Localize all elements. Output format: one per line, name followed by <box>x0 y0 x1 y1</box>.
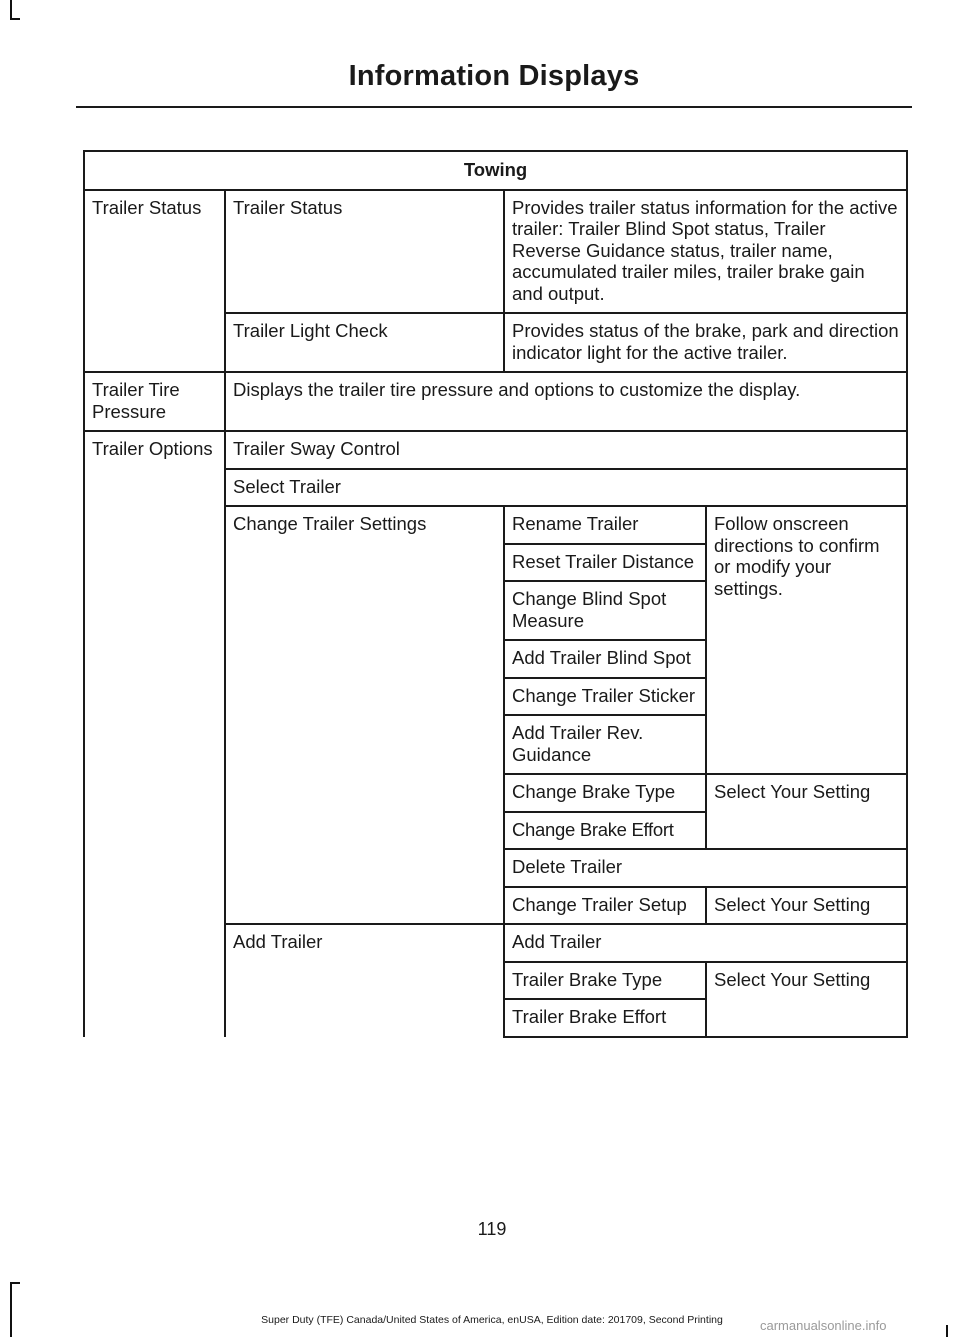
crop-mark <box>10 1282 12 1337</box>
towing-table <box>83 150 908 1038</box>
cell-change-sticker: Change Trailer Sticker <box>504 678 706 716</box>
cell-follow-directions: Follow onscreen directions to confirm or modify your settings. <box>706 506 907 774</box>
cell-add-rev-guidance: Add Trailer Rev. Guidance <box>504 715 706 774</box>
cell-select-setting: Select Your Setting <box>706 887 907 925</box>
cell-reset-distance: Reset Trailer Distance <box>504 544 706 582</box>
cell-sway-control: Trailer Sway Control <box>225 431 907 469</box>
table-row <box>84 190 907 314</box>
cell-add-blind-spot: Add Trailer Blind Spot <box>504 640 706 678</box>
table-header-row <box>84 151 907 190</box>
watermark: carmanualsonline.info <box>760 1318 887 1333</box>
page-number: 119 <box>477 1219 507 1239</box>
table-row <box>84 431 907 469</box>
cell-select-trailer: Select Trailer <box>225 469 907 507</box>
table-title: Towing <box>84 151 907 190</box>
cell-change-trailer-settings: Change Trailer Settings <box>225 506 504 924</box>
cell-trailer-brake-type: Trailer Brake Type <box>504 962 706 1000</box>
cell-change-blind-spot: Change Blind Spot Measure <box>504 581 706 640</box>
crop-mark <box>10 18 20 20</box>
cell-trailer-status-desc: Provides trailer status information for the active trailer: Trailer Blind Spot status, Trailer Reverse Guidance status, trailer name, accumulated trailer miles, trailer brake gain and output. <box>504 190 907 314</box>
cell-trailer-light-check-desc: Provides status of the brake, park and direction indicator light for the active trailer. <box>504 313 907 372</box>
row-label-tire-pressure: Trailer Tire Pressure <box>84 372 225 431</box>
cell-change-brake-type: Change Brake Type <box>504 774 706 812</box>
cell-select-setting: Select Your Setting <box>706 962 907 1037</box>
cell-change-setup: Change Trailer Setup <box>504 887 706 925</box>
cell-add-trailer: Add Trailer <box>225 924 504 1037</box>
cell-trailer-light-check: Trailer Light Check <box>225 313 504 372</box>
cell-trailer-brake-effort: Trailer Brake Effort <box>504 999 706 1037</box>
crop-mark <box>946 1325 948 1337</box>
row-label-trailer-status: Trailer Status <box>84 190 225 373</box>
cell-tire-pressure-desc: Displays the trailer tire pressure and options to customize the display. <box>225 372 907 431</box>
cell-add-trailer-sub: Add Trailer <box>504 924 907 962</box>
cell-trailer-status: Trailer Status <box>225 190 504 314</box>
crop-mark <box>10 0 12 20</box>
page-title: Information Displays <box>348 60 640 92</box>
cell-rename-trailer: Rename Trailer <box>504 506 706 544</box>
table-row <box>84 372 907 431</box>
cell-delete-trailer: Delete Trailer <box>504 849 907 887</box>
cell-select-setting: Select Your Setting <box>706 774 907 849</box>
title-divider <box>76 106 912 108</box>
edition-footer: Super Duty (TFE) Canada/United States of America, enUSA, Edition date: 201709, Second Printing <box>261 1314 723 1326</box>
row-label-trailer-options: Trailer Options <box>84 431 225 1037</box>
cell-change-brake-effort: Change Brake Effort <box>504 812 706 850</box>
